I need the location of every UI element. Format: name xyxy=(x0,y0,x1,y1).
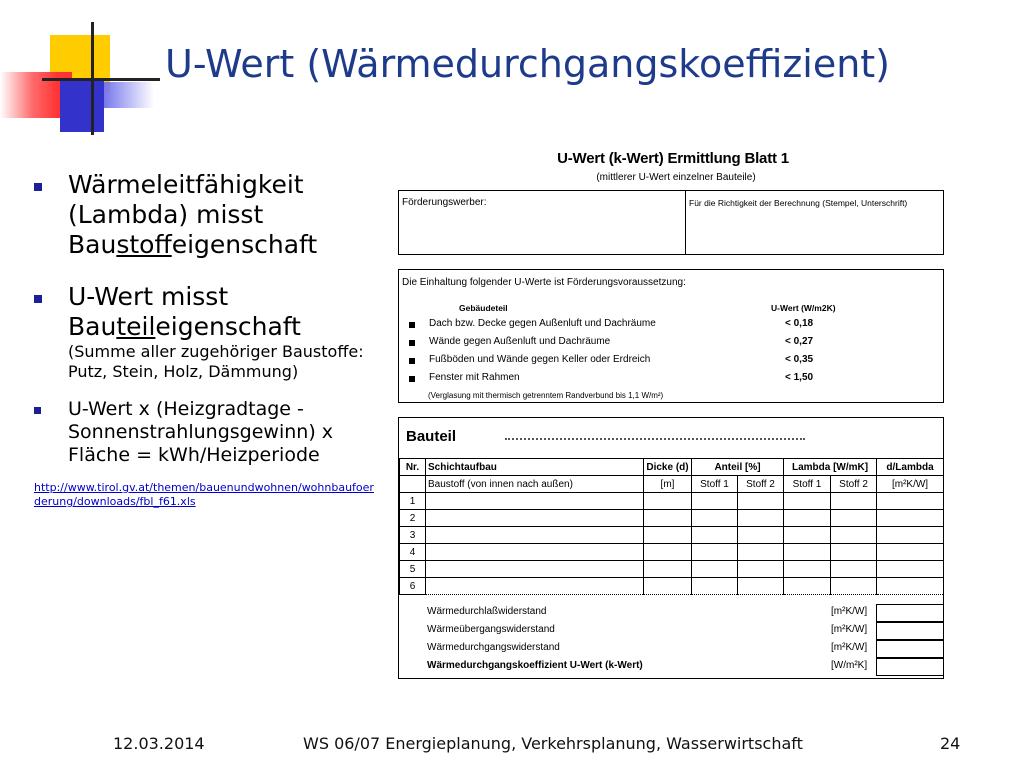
col-uwert: U-Wert (W/m2K) xyxy=(771,303,836,313)
subheader-unit-m: [m] xyxy=(644,476,692,493)
underlined-word: teil xyxy=(116,312,156,341)
requirements-box xyxy=(398,269,944,403)
table-row xyxy=(400,510,944,527)
share-cell[interactable] xyxy=(738,578,784,595)
header-lambda: Lambda [W/mK] xyxy=(784,459,877,476)
bullet-square-icon xyxy=(409,322,415,328)
subheader-stoff2: Stoff 2 xyxy=(738,476,784,493)
requirement-row xyxy=(399,318,943,336)
bauteil-title: Bauteil xyxy=(406,428,457,445)
requirement-value: < 0,18 xyxy=(785,318,814,329)
share-cell[interactable] xyxy=(692,561,738,578)
bullet-square-icon xyxy=(34,407,41,414)
thickness-cell[interactable] xyxy=(644,544,692,561)
requirements-header: Die Einhaltung folgender U-Werte ist Förderungsvoraussetzung: xyxy=(402,277,686,288)
summary-block xyxy=(399,604,943,676)
bullet-text-end: eigenschaft xyxy=(155,312,301,341)
share-cell[interactable] xyxy=(738,493,784,510)
material-cell[interactable] xyxy=(426,561,644,578)
summary-value-cell xyxy=(876,658,943,676)
requirement-value: < 0,27 xyxy=(785,336,814,347)
decorative-logo xyxy=(0,0,160,140)
d-lambda-cell xyxy=(877,510,944,527)
bullet-square-icon xyxy=(409,340,415,346)
d-lambda-cell xyxy=(877,578,944,595)
bullet-square-icon xyxy=(34,295,42,303)
share-cell[interactable] xyxy=(738,510,784,527)
requirement-label: Dach bzw. Decke gegen Außenluft und Dachräume xyxy=(429,318,656,329)
lambda-cell[interactable] xyxy=(784,544,831,561)
signature-field: Für die Richtigkeit der Berechnung (Stempel, Unterschrift) xyxy=(689,198,908,208)
header-nr: Nr. xyxy=(400,459,426,476)
header-d-lambda: d/Lambda xyxy=(877,459,944,476)
requirement-label: Fenster mit Rahmen xyxy=(429,372,520,383)
requirement-value: < 1,50 xyxy=(785,372,814,383)
bullet-square-icon xyxy=(409,358,415,364)
subheader-material: Baustoff (von innen nach außen) xyxy=(426,476,644,493)
share-cell[interactable] xyxy=(692,527,738,544)
material-cell[interactable] xyxy=(426,544,644,561)
lambda-cell[interactable] xyxy=(831,578,877,595)
bullet-uwert xyxy=(34,282,374,382)
header-thickness: Dicke (d) xyxy=(644,459,692,476)
summary-value-cell xyxy=(876,640,943,658)
lambda-cell[interactable] xyxy=(784,493,831,510)
col-building-part: Gebäudeteil xyxy=(459,303,508,313)
bullet-lambda xyxy=(34,170,374,260)
row-number: 6 xyxy=(400,578,426,595)
subheader-cell xyxy=(400,476,426,493)
form-title: U-Wert (k-Wert) Ermittlung Blatt 1 xyxy=(557,150,789,167)
summary-label: Wärmedurchlaßwiderstand xyxy=(427,606,547,617)
footer-page-number: 24 xyxy=(940,734,961,753)
summary-unit: [m²K/W] xyxy=(831,642,868,653)
logo-horizontal-line xyxy=(42,78,160,81)
summary-value-cell xyxy=(876,604,943,622)
source-link[interactable]: http://www.tirol.gv.at/themen/bauenundwohnen/wohnbaufoerderung/downloads/fbl_f61.xls xyxy=(34,481,374,508)
table-header-row xyxy=(400,459,944,476)
table-row xyxy=(400,544,944,561)
bullet-list xyxy=(34,170,374,509)
header-layer: Schichtaufbau xyxy=(426,459,644,476)
d-lambda-cell xyxy=(877,493,944,510)
summary-label: Wärmedurchgangskoeffizient U-Wert (k-Wert) xyxy=(427,660,643,671)
d-lambda-cell xyxy=(877,544,944,561)
logo-blue-square xyxy=(60,80,104,132)
summary-row xyxy=(399,658,943,676)
footer-course: WS 06/07 Energieplanung, Verkehrsplanung, Wasserwirtschaft xyxy=(303,734,803,753)
applicant-field: Förderungswerber: xyxy=(399,191,686,254)
material-cell[interactable] xyxy=(426,510,644,527)
layer-table xyxy=(399,458,944,595)
summary-value-cell xyxy=(876,622,943,640)
lambda-cell[interactable] xyxy=(784,527,831,544)
requirement-label: Wände gegen Außenluft und Dachräume xyxy=(429,336,611,347)
summary-label: Wärmedurchgangswiderstand xyxy=(427,642,560,653)
bullet-square-icon xyxy=(409,376,415,382)
lambda-cell[interactable] xyxy=(831,561,877,578)
subheader-stoff1: Stoff 1 xyxy=(692,476,738,493)
footer-date: 12.03.2014 xyxy=(113,734,205,753)
underlined-word: stoff xyxy=(116,230,172,259)
lambda-cell[interactable] xyxy=(831,510,877,527)
subheader-stoff1: Stoff 1 xyxy=(784,476,831,493)
summary-unit: [m²K/W] xyxy=(831,606,868,617)
row-number: 5 xyxy=(400,561,426,578)
subheader-unit: [m²K/W] xyxy=(877,476,944,493)
lambda-cell[interactable] xyxy=(831,544,877,561)
requirement-row xyxy=(399,336,943,354)
bauteil-box xyxy=(398,417,944,679)
lambda-cell[interactable] xyxy=(784,561,831,578)
share-cell[interactable] xyxy=(738,544,784,561)
row-number: 3 xyxy=(400,527,426,544)
thickness-cell[interactable] xyxy=(644,561,692,578)
summary-unit: [m²K/W] xyxy=(831,624,868,635)
bullet-text: U-Wert misst Bau xyxy=(68,282,229,341)
requirement-value: < 0,35 xyxy=(785,354,814,365)
glazing-note: (Verglasung mit thermisch getrenntem Randverbund bis 1,1 W/m²) xyxy=(428,391,664,400)
requirement-label: Fußböden und Wände gegen Keller oder Erdreich xyxy=(429,354,651,365)
d-lambda-cell xyxy=(877,527,944,544)
thickness-cell[interactable] xyxy=(644,510,692,527)
subheader-stoff2: Stoff 2 xyxy=(831,476,877,493)
share-cell[interactable] xyxy=(692,544,738,561)
summary-label: Wärmeübergangswiderstand xyxy=(427,624,555,635)
bullet-text: U-Wert x (Heizgradtage - Sonnenstrahlungsgewinn) x Fläche = kWh/Heizperiode xyxy=(68,398,334,466)
bullet-square-icon xyxy=(34,183,42,191)
requirement-row xyxy=(399,354,943,372)
lambda-cell[interactable] xyxy=(831,527,877,544)
applicant-box xyxy=(398,190,944,255)
slide-title: U-Wert (Wärmedurchgangskoeffizient) xyxy=(165,42,891,86)
share-cell[interactable] xyxy=(692,578,738,595)
share-cell[interactable] xyxy=(738,561,784,578)
bullet-formula xyxy=(34,398,374,467)
bauteil-name-line xyxy=(505,438,805,440)
logo-blue-fade xyxy=(104,82,154,108)
uwert-form xyxy=(398,150,944,679)
lambda-cell[interactable] xyxy=(784,510,831,527)
table-row xyxy=(400,493,944,510)
table-subheader-row xyxy=(400,476,944,493)
d-lambda-cell xyxy=(877,561,944,578)
table-row xyxy=(400,578,944,595)
summary-unit: [W/m²K] xyxy=(831,660,868,671)
row-number: 1 xyxy=(400,493,426,510)
material-cell[interactable] xyxy=(426,493,644,510)
header-share: Anteil [%] xyxy=(692,459,784,476)
requirement-row xyxy=(399,372,943,390)
summary-row xyxy=(399,640,943,658)
bullet-text-end: eigenschaft xyxy=(171,230,318,259)
thickness-cell[interactable] xyxy=(644,527,692,544)
bullet-text: Wärmeleitfähigkeit (Lambda) misst Bau xyxy=(68,170,304,259)
lambda-cell[interactable] xyxy=(831,493,877,510)
bullet-subtext: (Summe aller zugehöriger Baustoffe: Putz, Stein, Holz, Dämmung) xyxy=(68,342,364,381)
share-cell[interactable] xyxy=(692,510,738,527)
summary-row xyxy=(399,622,943,640)
material-cell[interactable] xyxy=(426,578,644,595)
table-row xyxy=(400,527,944,544)
row-number: 4 xyxy=(400,544,426,561)
share-cell[interactable] xyxy=(692,493,738,510)
form-subtitle: (mittlerer U-Wert einzelner Bauteile) xyxy=(596,172,756,183)
material-cell[interactable] xyxy=(426,527,644,544)
lambda-cell[interactable] xyxy=(784,578,831,595)
thickness-cell[interactable] xyxy=(644,578,692,595)
thickness-cell[interactable] xyxy=(644,493,692,510)
row-number: 2 xyxy=(400,510,426,527)
table-row xyxy=(400,561,944,578)
summary-row xyxy=(399,604,943,622)
share-cell[interactable] xyxy=(738,527,784,544)
